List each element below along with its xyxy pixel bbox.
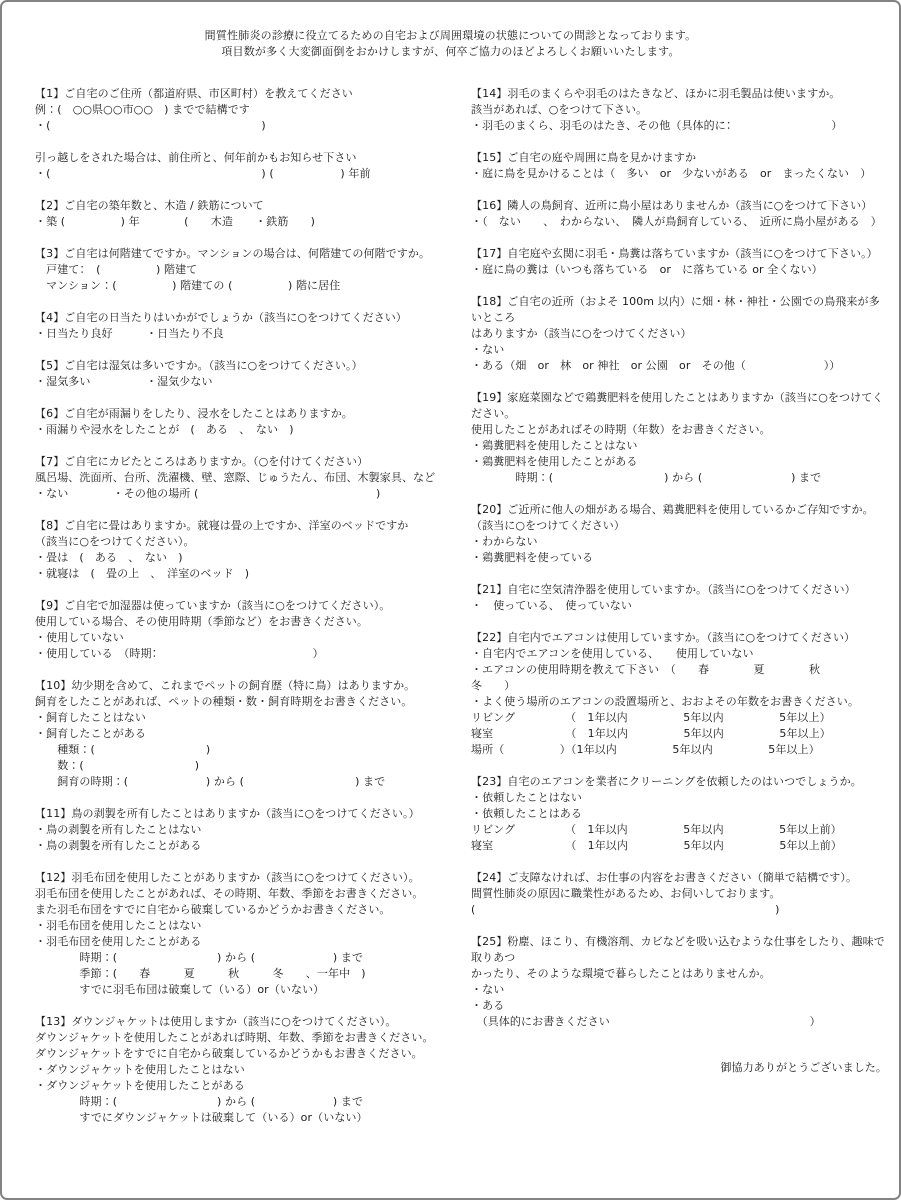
q18-line: ・ない	[471, 343, 505, 356]
q23-line: ・依頼したことはある	[471, 807, 582, 820]
q9-line: ・使用している （時期： ）	[35, 647, 324, 660]
questionnaire-columns	[2, 86, 899, 1142]
q13-line: ダウンジャケットをすでに自宅から破棄しているかどうかもお書きください。	[35, 1047, 423, 1060]
q24-line: 間質性肺炎の原因に職業性があるため、お伺いしております。	[471, 887, 781, 900]
q22-line: ・エアコンの使用時期を教えて下さい （ 春 夏 秋 冬 ）	[471, 663, 865, 692]
q25-line: ・ある	[471, 999, 505, 1012]
q2	[35, 198, 457, 230]
q22-line: 場所（ ）（1年以内 5年以内 5年以上）	[471, 743, 820, 756]
q5-line: 【5】ご自宅は湿気は多いですか。（該当に○をつけてください。）	[35, 359, 363, 372]
q20-line: ・鶏糞肥料を使っている	[471, 551, 594, 564]
q15-line: ・庭に鳥を見かけることは（ 多い or 少ないがある or まったくない ）	[471, 167, 872, 180]
q12-line: また羽毛布団をすでに自宅から破棄しているかどうかお書きください。	[35, 903, 391, 916]
q12	[35, 870, 457, 998]
q4-line: 【4】ご自宅の日当たりはいかがでしょうか（該当に○をつけてください）	[35, 311, 407, 324]
q2-line: 【2】ご自宅の築年数と、木造 / 鉄筋について	[35, 199, 264, 212]
closing-line: 御協力ありがとうございました。	[720, 1061, 887, 1074]
q14-line: ・羽毛のまくら、羽毛のはたき、その他（具体的に： ）	[471, 119, 843, 132]
left-column	[35, 86, 457, 1142]
q13-line: ・ダウンジャケットを使用したことはない	[35, 1063, 245, 1076]
q9	[35, 598, 457, 662]
q19-line: 使用したことがあればその時期（年数）をお書きください。	[471, 423, 771, 436]
q10-line: 飼育をしたことがあれば、ペットの種類・数・飼育時期をお書きください。	[35, 695, 413, 708]
q4	[35, 310, 457, 342]
closing	[471, 1060, 887, 1076]
q13-line: すでにダウンジャケットは破棄して（いる）or（いない）	[35, 1111, 368, 1124]
q16-line: 【16】隣人の鳥飼育、近所に鳥小屋はありませんか（該当に○をつけて下さい）	[471, 199, 873, 212]
q19-line: ・鶏糞肥料を使用したことがある	[471, 455, 638, 468]
q10-line: 飼育の時期：( ) から ( ) まで	[35, 775, 386, 788]
q2-line: ・築 ( ) 年 ( 木造 ・鉄筋 )	[35, 215, 316, 228]
q25-line: 【25】粉塵、ほこり、有機溶剤、カビなどを吸い込むような仕事をしたり、趣味で取りあつ	[471, 935, 885, 964]
q12-line: ・羽毛布団を使用したことがある	[35, 935, 202, 948]
q8	[35, 518, 457, 582]
q12-line: 時期：( ) から ( ) まで	[35, 951, 364, 964]
q12-line: 羽毛布団を使用したことがあれば、その時期、年数、季節をお書きください。	[35, 887, 424, 900]
q22-line: ・よく使う場所のエアコンの設置場所と、おおよその年数をお書きください。	[471, 695, 859, 708]
q20	[471, 502, 887, 566]
q13-line: ダウンジャケットを使用したことがあれば時期、年数、季節をお書きください。	[35, 1031, 434, 1044]
q18	[471, 294, 887, 374]
q11-line: ・鳥の剥製を所有したことはない	[35, 823, 202, 836]
q16-line: ・（ ない 、 わからない、 隣人が鳥飼育している、 近所に鳥小屋がある ）	[471, 215, 882, 228]
q24	[471, 870, 887, 918]
q6-line: ・雨漏りや浸水をしたことが ( ある 、 ない )	[35, 423, 294, 436]
q21-line: 【21】自宅に空気清浄器を使用していますか。（該当に○をつけてください）	[471, 583, 856, 596]
q20-line: 【20】ご近所に他人の畑がある場合、鶏糞肥料を使用しているかご存知ですか。	[471, 503, 874, 516]
q7-line: 風呂場、洗面所、台所、洗濯機、壁、窓際、じゅうたん、布団、木製家具、など	[35, 471, 436, 484]
q10-line: ・飼育したことはない	[35, 711, 146, 724]
q1-move-note-line: 引っ越しをされた場合は、前住所と、何年前かもお知らせ下さい	[35, 151, 357, 164]
q10-line: ・飼育したことがある	[35, 727, 146, 740]
q3-line: 【3】ご自宅は何階建てですか。マンションの場合は、何階建ての何階ですか。	[35, 247, 431, 260]
q12-line: ・羽毛布団を使用したことはない	[35, 919, 202, 932]
q11-line: 【11】鳥の剥製を所有したことはありますか（該当に○をつけてください。）	[35, 807, 420, 820]
q24-line: 【24】ご支障なければ、お仕事の内容をお書きください（簡単で結構です）。	[471, 871, 858, 884]
q23-line: 【23】自宅のエアコンを業者にクリーニングを依頼したのはいつでしょうか。	[471, 775, 862, 788]
q9-line: ・使用していない	[35, 631, 124, 644]
q10-line: 数：( )	[35, 759, 200, 772]
q3	[35, 246, 457, 294]
q18-line: 【18】ご自宅の近所（およそ 100m 以内）に畑・林・神社・公園での鳥飛来が多いところ	[471, 295, 880, 324]
q23-line: ・依頼したことはない	[471, 791, 582, 804]
q25-line: （具体的にお書きください ）	[471, 1015, 821, 1028]
q24-line: ( )	[471, 903, 780, 916]
q18-line: ・ある（畑 or 林 or 神社 or 公園 or その他（ ））	[471, 359, 841, 372]
q1-line: ・( )	[35, 119, 266, 132]
q13	[35, 1014, 457, 1126]
q19-line: ・鶏糞肥料を使用したことはない	[471, 439, 638, 452]
q15	[471, 150, 887, 182]
q20-line: ・わからない	[471, 535, 538, 548]
q17-line: ・庭に鳥の糞は（いつも落ちている or に落ちている or 全くない）	[471, 263, 823, 276]
q15-line: 【15】ご自宅の庭や周囲に鳥を見かけますか	[471, 151, 697, 164]
q10-line: 【10】幼少期を含めて、これまでペットの飼育歴（特に鳥）はありますか。	[35, 679, 416, 692]
q25-line: かったり、そのような環境で暮らしたことはありませんか。	[471, 967, 771, 980]
q19	[471, 390, 887, 486]
q5-line: ・湿気多い ・湿気少ない	[35, 375, 213, 388]
q12-line: 【12】羽毛布団を使用したことがありますか（該当に○をつけてください）。	[35, 871, 420, 884]
q25	[471, 934, 887, 1030]
header-line-2: 項目数が多く大変御面倒をおかけしますが、何卒ご協力のほどよろしくお願いいたします。	[221, 45, 680, 58]
q19-line: 時期：( ) から ( ) まで	[471, 471, 822, 484]
q9-line: 【9】ご自宅で加湿器は使っていますか（該当に○をつけてください）。	[35, 599, 391, 612]
page-header	[2, 28, 899, 60]
q22-line: 【22】自宅内でエアコンは使用していますか。（該当に○をつけてください）	[471, 631, 856, 644]
q22-line: 寝室 （ 1年以内 5年以内 5年以上）	[471, 727, 831, 740]
q16	[471, 198, 887, 230]
q7	[35, 454, 457, 502]
q18-line: はありますか（該当に○をつけてください）	[471, 327, 692, 340]
q7-line: 【7】ご自宅にカビたところはありますか。（○を付けてください）	[35, 455, 369, 468]
q13-line: 時期：( ) から ( ) まで	[35, 1095, 364, 1108]
q1-line: 【1】ご自宅のご住所（都道府県、市区町村）を教えてください	[35, 87, 353, 100]
q11	[35, 806, 457, 854]
q8-line: ・畳は ( ある 、 ない )	[35, 551, 183, 564]
q3-line: マンション：( ) 階建ての ( ) 階に居住	[35, 279, 341, 292]
q8-line: 【8】ご自宅に畳はありますか。就寝は畳の上ですか、洋室のベッドですか	[35, 519, 409, 532]
q10	[35, 678, 457, 790]
q7-line: ・ない ・その他の場所 ( )	[35, 487, 381, 500]
right-column	[471, 86, 887, 1142]
q3-line: 戸建て： ( ) 階建て	[35, 263, 198, 276]
q8-line: （該当に○をつけてください）。	[35, 535, 195, 548]
q14	[471, 86, 887, 134]
q1-move-note-line: ・( ) ( ) 年前	[35, 167, 371, 180]
q13-line: 【13】ダウンジャケットは使用しますか（該当に○をつけてください）。	[35, 1015, 397, 1028]
q9-line: 使用している場合、その使用時期（季節など）をお書きください。	[35, 615, 368, 628]
q13-line: ・ダウンジャケットを使用したことがある	[35, 1079, 245, 1092]
q22-line: リビング （ 1年以内 5年以内 5年以上）	[471, 711, 831, 724]
q25-line: ・ない	[471, 983, 505, 996]
q6-line: 【6】ご自宅が雨漏りをしたり、浸水をしたことはありますか。	[35, 407, 353, 420]
q11-line: ・鳥の剥製を所有したことがある	[35, 839, 202, 852]
q14-line: 該当があれば、○をつけて下さい。	[471, 103, 648, 116]
q23-line: リビング （ 1年以内 5年以内 5年以上前）	[471, 823, 842, 836]
q4-line: ・日当たり良好 ・日当たり不良	[35, 327, 224, 340]
q20-line: （該当に○をつけてください）	[471, 519, 625, 532]
q10-line: 種類：( )	[35, 743, 211, 756]
q21-line: ・ 使っている、 使っていない	[471, 599, 632, 612]
q21	[471, 582, 887, 614]
q8-line: ・就寝は ( 畳の上 、 洋室のベッド )	[35, 567, 250, 580]
q5	[35, 358, 457, 390]
header-line-1: 間質性肺炎の診療に役立てるための自宅および周囲環境の状態についての問診となっております。	[204, 29, 697, 42]
q23	[471, 774, 887, 854]
q19-line: 【19】家庭菜園などで鶏糞肥料を使用したことはありますか（該当に○をつけてください。	[471, 391, 884, 420]
q6	[35, 406, 457, 438]
q22-line: ・自宅内でエアコンを使用している、 使用していない	[471, 647, 754, 660]
q1-line: 例：( ○○県○○市○○ ) までで結構です	[35, 103, 250, 116]
q22	[471, 630, 887, 758]
q23-line: 寝室 （ 1年以内 5年以内 5年以上前）	[471, 839, 842, 852]
q12-line: すでに羽毛布団は破棄して（いる）or（いない）	[35, 983, 325, 996]
q1	[35, 86, 457, 134]
q14-line: 【14】羽毛のまくらや羽毛のはたきなど、ほかに羽毛製品は使いますか。	[471, 87, 841, 100]
q17-line: 【17】自宅庭や玄関に羽毛・鳥糞は落ちていますか（該当に○をつけて下さい。）	[471, 247, 878, 260]
q1-move-note	[35, 150, 457, 182]
q12-line: 季節：( 春 夏 秋 冬 、一年中 )	[35, 967, 366, 980]
q17	[471, 246, 887, 278]
